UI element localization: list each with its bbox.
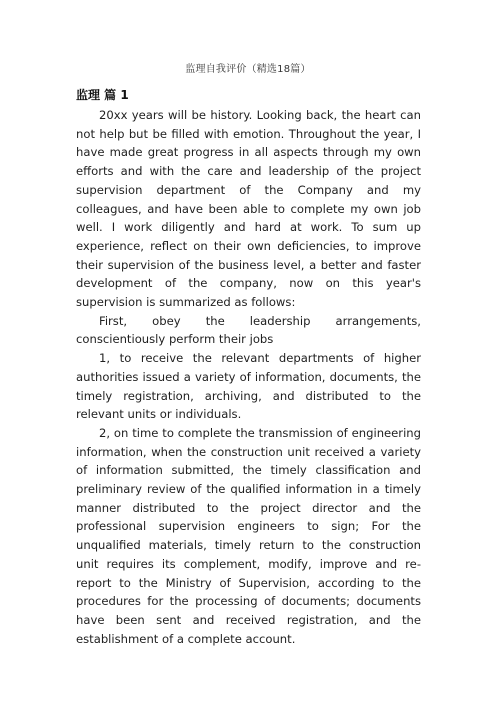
body-text <box>76 106 421 648</box>
paragraph-item-1: 1, to receive the relevant departments of higher authorities issued a variety of information, documents, the timely registration, archiving, and distributed to the relevant units or individuals. <box>76 351 421 422</box>
page-header-title: 监理自我评价（精选18篇） <box>185 64 311 75</box>
section-title: 监理 篇 1 <box>76 88 129 102</box>
paragraph-item-2: 2, on time to complete the transmission of engineering information, when the construction unit received a variety of information submitted, the timely classification and preliminary review of the qualified information in a timely manner distributed to the project director and the professional supervision engineers to sign; For the unqualified materials, timely return to the construction unit requires its complement, modify, improve and re-report to the Ministry of Supervision, according to the procedures for the processing of documents; documents have been sent and received registration, and the establishment of a complete account. <box>76 425 421 646</box>
paragraph-intro: 20xx years will be history. Looking back, the heart can not help but be filled with emotion. Throughout the year, I have made great progress in all aspects through my own efforts and with the care and leadership of the project supervision department of the Company and my colleagues, and have been able to complete my own job well. I work diligently and hard at work. To sum up experience, reflect on their own deficiencies, to improve their supervision of the business level, a better and faster development of the company, now on this year's supervision is summarized as follows: <box>76 108 421 310</box>
paragraph-heading-first: First, obey the leadership arrangements, conscientiously perform their jobs <box>76 313 421 347</box>
